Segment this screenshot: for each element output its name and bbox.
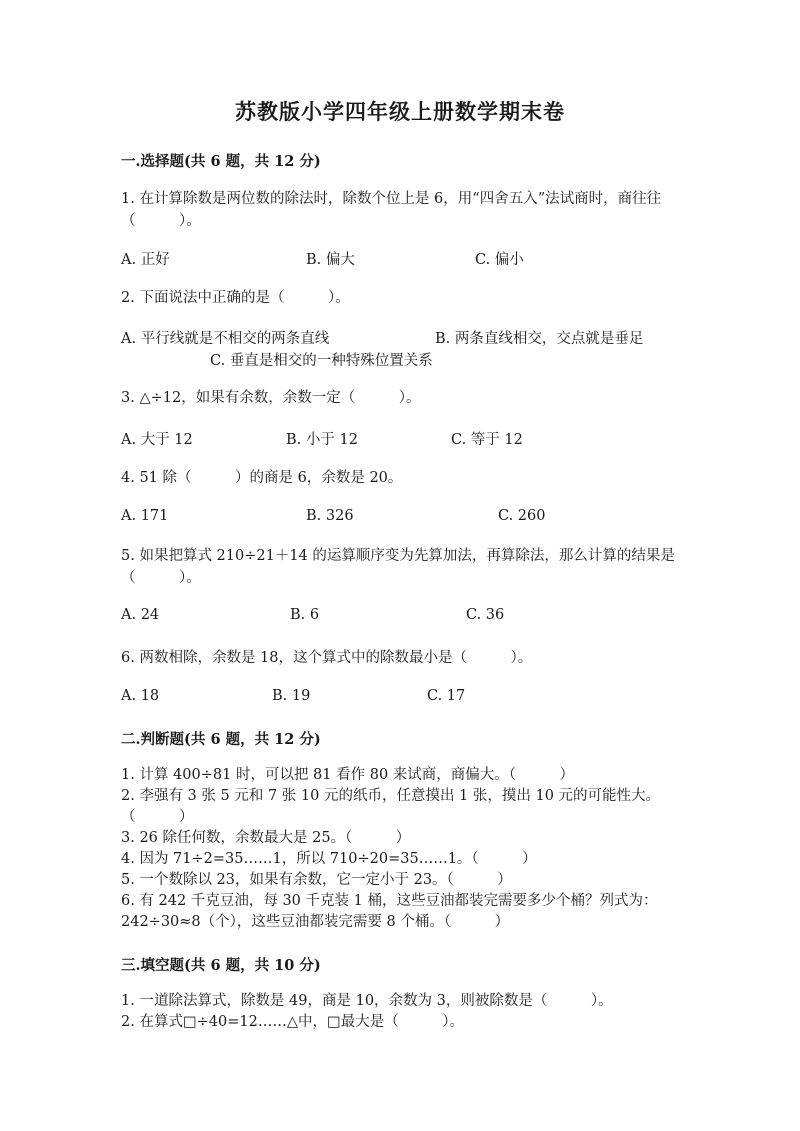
question-3-option-a: A. 大于 12	[121, 432, 193, 448]
question-6-option-b: B. 19	[272, 688, 311, 704]
question-4-option-b: B. 326	[306, 508, 354, 524]
question-1-stem: 1. 在计算除数是两位数的除法时，除数个位上是 6，用“四舍五入”法试商时，商往往（ ）。	[121, 191, 662, 229]
question-2-option-b: B. 两条直线相交，交点就是垂足	[435, 331, 644, 347]
fill-in-list	[121, 991, 681, 1033]
question-3-option-c: C. 等于 12	[451, 432, 523, 448]
fill-in-item-1: 1. 一道除法算式，除数是 49，商是 10，余数为 3，则被除数是（ ）。	[121, 993, 613, 1009]
section-heading-multiple-choice: 一.选择题(共 6 题，共 12 分)	[121, 153, 321, 170]
question-6-option-a: A. 18	[121, 688, 160, 704]
true-false-item-6: 6. 有 242 千克豆油，每 30 千克装 1 桶，这些豆油都装完需要多少个桶？列式为：242÷30≈8（个），这些豆油都装完需要 8 个桶。（ ）	[121, 893, 658, 930]
question-5-option-a: A. 24	[121, 607, 160, 623]
section-heading-true-false: 二.判断题(共 6 题，共 12 分)	[121, 731, 321, 748]
question-5-option-b: B. 6	[290, 607, 320, 623]
question-5-stem: 5. 如果把算式 210÷21＋14 的运算顺序变为先算加法，再算除法，那么计算的结果是（ ）。	[121, 548, 675, 586]
true-false-item-1: 1. 计算 400÷81 时，可以把 81 看作 80 来试商，商偏大。（ ）	[121, 767, 575, 783]
question-2-option-a: A. 平行线就是不相交的两条直线	[121, 331, 330, 347]
question-5-option-c: C. 36	[466, 607, 505, 623]
question-3-option-b: B. 小于 12	[286, 432, 358, 448]
question-1-option-a: A. 正好	[121, 252, 170, 268]
true-false-item-2: 2. 李强有 3 张 5 元和 7 张 10 元的纸币，任意摸出 1 张，摸出 10 元的可能性大。 （ ）	[121, 788, 682, 825]
question-1-option-c: C. 偏小	[475, 252, 524, 268]
true-false-item-3: 3. 26 除任何数，余数最大是 25。（ ）	[121, 830, 411, 846]
question-6-stem: 6. 两数相除，余数是 18，这个算式中的除数最小是（ ）。	[121, 650, 533, 666]
question-4-stem: 4. 51 除（ ）的商是 6，余数是 20。	[121, 470, 403, 486]
question-4-option-a: A. 171	[121, 508, 169, 524]
question-2-stem: 2. 下面说法中正确的是（ ）。	[121, 290, 350, 306]
section-heading-fill-in: 三.填空题(共 6 题，共 10 分)	[121, 957, 321, 974]
fill-in-item-2: 2. 在算式□÷40=12……△中，□最大是（ ）。	[121, 1014, 464, 1030]
true-false-list	[121, 765, 681, 933]
true-false-item-5: 5. 一个数除以 23，如果有余数，它一定小于 23。（ ）	[121, 872, 512, 888]
true-false-item-4: 4. 因为 71÷2=35……1，所以 710÷20=35……1。（ ）	[121, 851, 537, 867]
exam-title: 苏教版小学四年级上册数学期末卷	[235, 99, 565, 124]
question-6-option-c: C. 17	[427, 688, 466, 704]
question-3-stem: 3. △÷12，如果有余数，余数一定（ ）。	[121, 390, 421, 406]
question-2-option-c: C. 垂直是相交的一种特殊位置关系	[210, 353, 433, 369]
question-4-option-c: C. 260	[498, 508, 546, 524]
question-1-option-b: B. 偏大	[306, 252, 355, 268]
